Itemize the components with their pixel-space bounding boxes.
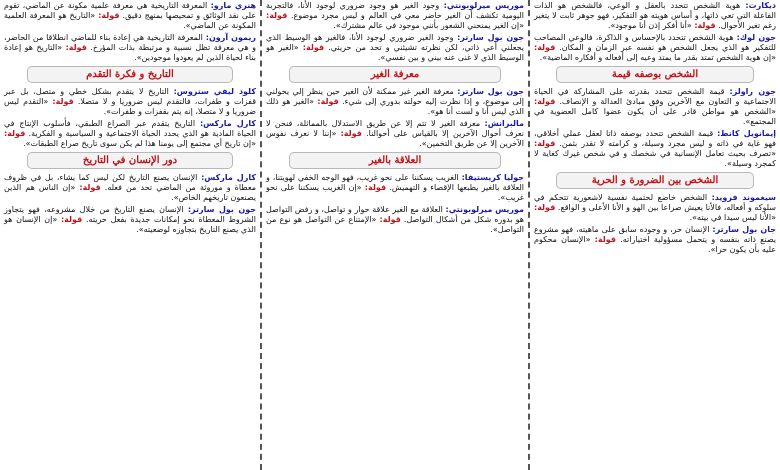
thinker-entry xyxy=(534,87,776,127)
thinker-name: موريس ميرلوبونتي: xyxy=(443,1,524,10)
thinker-position: المعرفة التاريخية هي معرفة علمية مكونة عن الماضي، تقوم على نقد الوثائق و تمحيصها بمنهج دقيق. xyxy=(4,1,256,20)
thinker-name: كلود ليفي ستروس: xyxy=(173,87,256,96)
thinker-position: العلاقة مع الغير علاقة حوار و تواصل، و رفض التواصل هو بدوره شكل من أشكال التواصل. xyxy=(266,205,525,224)
thinker-entry xyxy=(534,193,776,223)
quote-text: «إن هوية الشخص تمتد بقدر ما يمتد وعيه إلى أفعاله و أفكاره الماضية». xyxy=(539,53,776,62)
thinker-position: وجود الغير ضروري لوجود الأنا، فالغير هو الوسيط الذي يجعلني أعي ذاتي، لكن نظرته تشيئني و تحد من حريتي. xyxy=(266,33,524,52)
thinker-entry xyxy=(4,205,256,235)
thinker-name: كارل ماركس: xyxy=(199,119,256,128)
thinker-entry xyxy=(266,1,524,31)
thinker-position: المعرفة التاريخية هي إعادة بناء للماضي انطلاقا من الحاضر، و هي معرفة تظل نسبية و مرتبطة بذات المؤرخ. xyxy=(4,33,256,52)
quote-text: «أنا أفكر إذن أنا موجود». xyxy=(607,21,695,30)
quote-text: «التقدم ليس ضروريا و لا متصلا، إنه يتم بقفزات و طفرات». xyxy=(4,97,256,116)
section-heading: العلاقة بالغير xyxy=(289,152,501,169)
thinker-position: الإنسان يصنع التاريخ لكن ليس كما يشاء، بل في ظروف معطاة و موروثة من الماضي تحد من فعله. xyxy=(4,173,256,192)
quote-text: «الغير هو الوسيط الذي لا غنى عنه بيني و بين نفسي». xyxy=(266,43,524,62)
quote-text: «الشخص هو مواطن قادر على أن يكون عضوا كامل العضوية في المجتمع». xyxy=(534,107,776,126)
quote-label: قولة: xyxy=(98,11,120,20)
quote-text: «الإمتناع عن التواصل هو نوع من التواصل». xyxy=(266,215,524,234)
middle-column xyxy=(262,0,528,470)
right-column xyxy=(530,0,780,470)
thinker-entry xyxy=(266,119,524,149)
thinker-entry xyxy=(266,205,524,235)
section-heading: الشخص بين الضرورة و الحرية xyxy=(556,172,754,189)
section-heading: التاريخ و فكرة التقدم xyxy=(27,66,234,83)
thinker-name: جون لوك: xyxy=(736,33,776,42)
thinker-position: معرفة الغير لا تتم إلا عن طريق الاستدلال بالمماثلة، فنحن لا نعرف أحوال الآخرين إلا بالقياس على أحوالنا. xyxy=(266,119,524,138)
quote-label: قولة: xyxy=(379,215,401,224)
thinker-position: الغريب يسكننا على نحو غريب، فهو الوجه الخفي لهويتنا، و العلاقة بالغير يطبعها الإقصاء و التهميش. xyxy=(266,173,525,192)
quote-text: «إن تاريخ أي مجتمع إلى يومنا هذا لم يكن سوى تاريخ صراع الطبقات». xyxy=(23,139,256,148)
thinker-entry xyxy=(4,173,256,203)
thinker-name: هنري مارو: xyxy=(210,1,257,10)
thinker-position: الإنسان حر، و وجوده سابق على ماهيته، فهو مشروع يصنع ذاته بنفسه و يتحمل مسؤولية اختياراته. xyxy=(534,225,776,244)
thinker-position: الشخص خاضع لحتمية نفسية لاشعورية تتحكم في سلوكه و أفعاله، فالأنا يعيش صراعا بين الهو و الأنا الأعلى و الواقع. xyxy=(534,193,777,212)
quote-text: «إن الغير يمنحني الشعور بأنني موجود في عالم مشترك». xyxy=(333,21,524,30)
thinker-name: جون بول سارتر: xyxy=(457,33,524,42)
thinker-entry xyxy=(534,1,776,31)
thinker-name: مالبرانش: xyxy=(484,119,524,128)
thinker-name: موريس ميرلوبونتي: xyxy=(445,205,525,214)
thinker-name: سيغموند فرويد: xyxy=(711,193,776,202)
quote-label: قولة: xyxy=(694,21,716,30)
section-heading: الشخص بوصفه قيمة xyxy=(556,66,754,83)
thinker-entry xyxy=(534,33,776,63)
left-column xyxy=(0,0,260,470)
thinker-entry xyxy=(4,33,256,63)
quote-text: «التاريخ هو إعادة بناء لحياة الذين لم يعودوا موجودين». xyxy=(4,43,256,62)
quote-label: قولة: xyxy=(534,139,556,148)
thinker-name: جوليا كريستيفا: xyxy=(461,173,524,182)
quote-label: قولة: xyxy=(52,97,74,106)
thinker-entry xyxy=(266,173,524,203)
quote-text: «الغير هو ذلك الذي ليس أنا و لست أنا هو». xyxy=(266,97,524,116)
thinker-entry xyxy=(4,1,256,31)
thinker-name: ريمون آرون: xyxy=(205,33,257,42)
section-heading: دور الإنسان في التاريخ xyxy=(27,152,234,169)
thinker-position: قيمة الشخص تتحدد بوصفه ذاتا لعقل عملي أخلاقي، فهو غاية في ذاته و ليس مجرد وسيلة، و كرامته لا تقدر بثمن. xyxy=(534,129,776,148)
quote-text: «تصرف بحيث تعامل الإنسانية في شخصك و في شخص غيرك كغاية لا كمجرد وسيلة». xyxy=(534,149,776,168)
quote-text: «إن الغريب يسكننا على نحو غريب». xyxy=(266,183,524,202)
thinker-position: قيمة الشخص تتحدد بقدرته على المشاركة في الحياة الاجتماعية و التعاون مع الآخرين وفق مبادئ العدالة و الإنصاف. xyxy=(534,87,776,106)
thinker-entry xyxy=(266,87,524,117)
quote-label: قولة: xyxy=(302,43,325,52)
thinker-position: التاريخ يتقدم عبر الصراع الطبقي، فأسلوب الإنتاج في الحياة المادية هو الذي يحدد الحياة الاجتماعية و السياسية و الفكرية. xyxy=(4,119,257,138)
quote-label: قولة: xyxy=(79,183,101,192)
thinker-entry xyxy=(266,33,524,63)
quote-text: «إننا لا نعرف نفوس الآخرين إلا عن طريق التخمين». xyxy=(266,129,524,148)
thinker-position: وجود الغير هو وجود ضروري لوجود الأنا، فالتجربة اليومية تكشف أن الغير حاضر معي في العالم و ليس مجرد موضوع. xyxy=(266,1,524,20)
quote-label: قولة: xyxy=(340,129,362,138)
thinker-position: هوية الشخص تتحدد بالإحساس و الذاكرة، فالوعي المصاحب للتفكير هو الذي يجعل الشخص هو نفسه عبر الزمان و المكان. xyxy=(534,33,776,52)
thinker-entry xyxy=(4,87,256,117)
quote-text: «الإنسان محكوم عليه بأن يكون حرا». xyxy=(534,235,776,254)
thinker-entry xyxy=(534,129,776,169)
thinker-name: جون بول سارتر: xyxy=(457,87,525,96)
quote-label: قولة: xyxy=(65,43,87,52)
thinker-name: إيمانويل كانط: xyxy=(717,129,776,138)
quote-label: قولة: xyxy=(364,183,387,192)
quote-text: «إن الناس هم الذين يصنعون تاريخهم الخاص». xyxy=(4,183,256,202)
thinker-position: التاريخ لا يتقدم بشكل خطي و متصل، بل عبر قفزات و طفرات، فالتقدم ليس ضروريا و لا متصلا. xyxy=(4,87,257,106)
thinker-name: كارل ماركس: xyxy=(201,173,256,182)
quote-text: «التاريخ هو المعرفة العلمية المكونة عن الماضي». xyxy=(4,11,256,30)
thinker-position: هوية الشخص تتحدد بالعقل و الوعي، فالشخص هو الذات الفاعلة التي تعي ذاتها، و أساس هويته هو التفكير، فهو جوهر ثابت لا يتغير رغم تغير الأحوال. xyxy=(534,1,776,30)
thinker-name: ديكارت: xyxy=(745,1,776,10)
section-heading: معرفة الغير xyxy=(289,66,501,83)
quote-text: «إن الإنسان هو الذي يصنع التاريخ بتجاوزه لوضعيته». xyxy=(4,215,256,234)
thinker-entry xyxy=(534,225,776,255)
quote-label: قولة: xyxy=(534,97,556,106)
quote-label: قولة: xyxy=(534,203,556,212)
quote-text: «الأنا ليس سيدا في بيته». xyxy=(689,213,776,222)
quote-label: قولة: xyxy=(317,97,339,106)
thinker-name: جون راولز: xyxy=(729,87,776,96)
quote-label: قولة: xyxy=(534,43,556,52)
thinker-name: جون بول سارتر: xyxy=(187,205,256,214)
thinker-name: جان بول سارتر: xyxy=(712,225,776,234)
thinker-position: معرفة الغير غير ممكنة لأن الغير حين ينظر إلي يحولني إلى موضوع، و إذا نظرت إليه حولته بدوري إلى شيء. xyxy=(266,87,524,106)
quote-label: قولة: xyxy=(594,235,616,244)
quote-label: قولة: xyxy=(266,11,288,20)
thinker-position: الإنسان يصنع التاريخ من خلال مشروعه، فهو يتجاوز الشروط المعطاة نحو إمكانات جديدة بفعل حريته. xyxy=(4,205,257,224)
quote-label: قولة: xyxy=(4,129,26,138)
thinker-entry xyxy=(4,119,256,149)
quote-label: قولة: xyxy=(60,215,83,224)
